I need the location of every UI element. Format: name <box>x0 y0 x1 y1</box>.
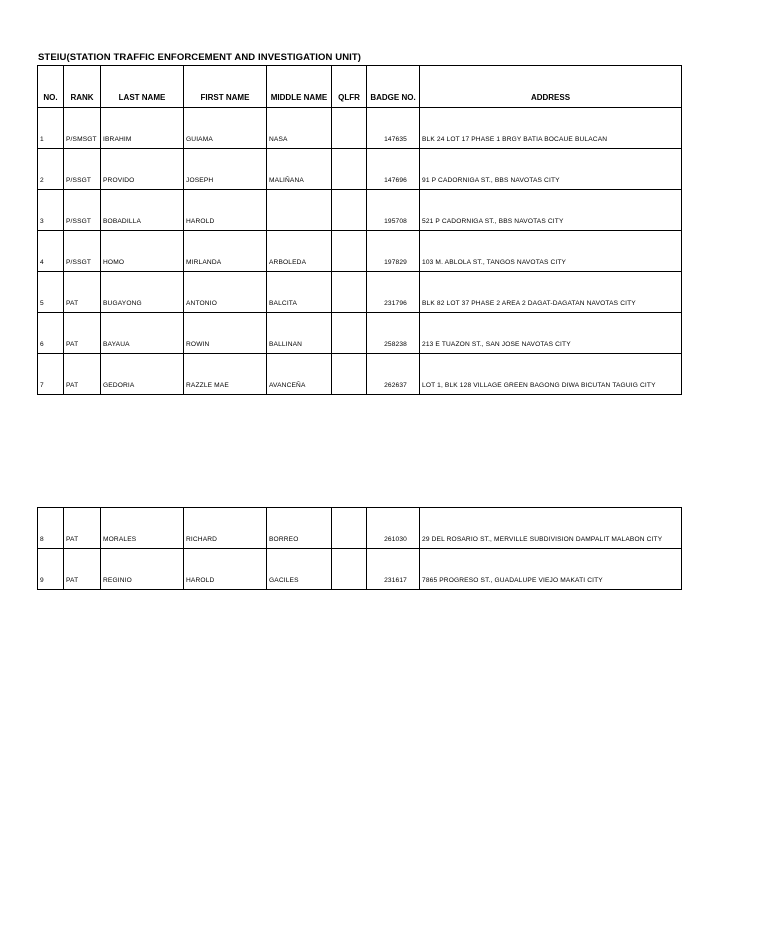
header-first-name: FIRST NAME <box>184 66 267 108</box>
table-header-row <box>38 66 682 108</box>
header-rank: RANK <box>64 66 101 108</box>
cell-badge-no: 261030 <box>367 508 420 549</box>
cell-middle-name <box>267 190 332 231</box>
cell-address: LOT 1, BLK 128 VILLAGE GREEN BAGONG DIWA BICUTAN TAGUIG CITY <box>420 354 682 395</box>
cell-badge-no: 147635 <box>367 108 420 149</box>
cell-last-name: BUGAYONG <box>101 272 184 313</box>
cell-middle-name: BALLINAN <box>267 313 332 354</box>
header-middle-name: MIDDLE NAME <box>267 66 332 108</box>
cell-badge-no: 231617 <box>367 549 420 590</box>
cell-first-name: HAROLD <box>184 190 267 231</box>
cell-address: 213 E TUAZON ST., SAN JOSE NAVOTAS CITY <box>420 313 682 354</box>
cell-last-name: IBRAHIM <box>101 108 184 149</box>
cell-rank: P/SMSGT <box>64 108 101 149</box>
cell-no: 7 <box>38 354 64 395</box>
header-badge-no: BADGE NO. <box>367 66 420 108</box>
cell-no: 8 <box>38 508 64 549</box>
table-row <box>38 354 682 395</box>
cell-last-name: HOMO <box>101 231 184 272</box>
table-row <box>38 508 682 549</box>
header-address: ADDRESS <box>420 66 682 108</box>
cell-qlfr <box>332 108 367 149</box>
cell-address: BLK 24 LOT 17 PHASE 1 BRGY BATIA BOCAUE BULACAN <box>420 108 682 149</box>
cell-first-name: RICHARD <box>184 508 267 549</box>
personnel-table-continued <box>37 507 682 590</box>
cell-qlfr <box>332 549 367 590</box>
cell-qlfr <box>332 272 367 313</box>
cell-first-name: JOSEPH <box>184 149 267 190</box>
table-row <box>38 108 682 149</box>
cell-first-name: MIRLANDA <box>184 231 267 272</box>
cell-middle-name: BORREO <box>267 508 332 549</box>
cell-rank: PAT <box>64 549 101 590</box>
cell-middle-name: GACILES <box>267 549 332 590</box>
cell-qlfr <box>332 149 367 190</box>
cell-middle-name: AVANCEÑA <box>267 354 332 395</box>
cell-no: 9 <box>38 549 64 590</box>
cell-address: 7865 PROGRESO ST., GUADALUPE VIEJO MAKATI CITY <box>420 549 682 590</box>
cell-no: 3 <box>38 190 64 231</box>
cell-last-name: GEDORIA <box>101 354 184 395</box>
cell-rank: P/SSGT <box>64 190 101 231</box>
cell-qlfr <box>332 508 367 549</box>
cell-first-name: HAROLD <box>184 549 267 590</box>
cell-rank: P/SSGT <box>64 231 101 272</box>
cell-middle-name: MALIÑANA <box>267 149 332 190</box>
cell-qlfr <box>332 354 367 395</box>
cell-last-name: MORALES <box>101 508 184 549</box>
cell-badge-no: 195708 <box>367 190 420 231</box>
cell-first-name: ROWIN <box>184 313 267 354</box>
table-row <box>38 231 682 272</box>
cell-first-name: GUIAMA <box>184 108 267 149</box>
cell-address: 521 P CADORNIGA ST., BBS NAVOTAS CITY <box>420 190 682 231</box>
cell-rank: P/SSGT <box>64 149 101 190</box>
table-row <box>38 149 682 190</box>
cell-last-name: PROVIDO <box>101 149 184 190</box>
cell-middle-name: BALCITA <box>267 272 332 313</box>
cell-first-name: RAZZLE MAE <box>184 354 267 395</box>
cell-no: 2 <box>38 149 64 190</box>
cell-rank: PAT <box>64 272 101 313</box>
cell-rank: PAT <box>64 354 101 395</box>
cell-badge-no: 258238 <box>367 313 420 354</box>
cell-address: 91 P CADORNIGA ST., BBS NAVOTAS CITY <box>420 149 682 190</box>
cell-rank: PAT <box>64 313 101 354</box>
cell-no: 1 <box>38 108 64 149</box>
cell-address: 103 M. ABLOLA ST., TANGOS NAVOTAS CITY <box>420 231 682 272</box>
cell-no: 5 <box>38 272 64 313</box>
cell-last-name: BAYAUA <box>101 313 184 354</box>
cell-middle-name: NASA <box>267 108 332 149</box>
header-no: NO. <box>38 66 64 108</box>
personnel-table <box>37 65 682 395</box>
page-title: STEIU(STATION TRAFFIC ENFORCEMENT AND INVESTIGATION UNIT) <box>38 52 362 63</box>
cell-address: 29 DEL ROSARIO ST., MERVILLE SUBDIVISION DAMPALIT MALABON CITY <box>420 508 682 549</box>
cell-badge-no: 231796 <box>367 272 420 313</box>
table-row <box>38 190 682 231</box>
header-last-name: LAST NAME <box>101 66 184 108</box>
table-row <box>38 313 682 354</box>
table-row <box>38 272 682 313</box>
cell-no: 6 <box>38 313 64 354</box>
table-row <box>38 549 682 590</box>
cell-badge-no: 147696 <box>367 149 420 190</box>
cell-badge-no: 197829 <box>367 231 420 272</box>
header-qlfr: QLFR <box>332 66 367 108</box>
cell-first-name: ANTONIO <box>184 272 267 313</box>
cell-rank: PAT <box>64 508 101 549</box>
cell-qlfr <box>332 231 367 272</box>
cell-last-name: REGINIO <box>101 549 184 590</box>
cell-address: BLK 82 LOT 37 PHASE 2 AREA 2 DAGAT-DAGATAN NAVOTAS CITY <box>420 272 682 313</box>
cell-last-name: BOBADILLA <box>101 190 184 231</box>
cell-middle-name: ARBOLEDA <box>267 231 332 272</box>
cell-no: 4 <box>38 231 64 272</box>
cell-qlfr <box>332 190 367 231</box>
cell-qlfr <box>332 313 367 354</box>
cell-badge-no: 262637 <box>367 354 420 395</box>
